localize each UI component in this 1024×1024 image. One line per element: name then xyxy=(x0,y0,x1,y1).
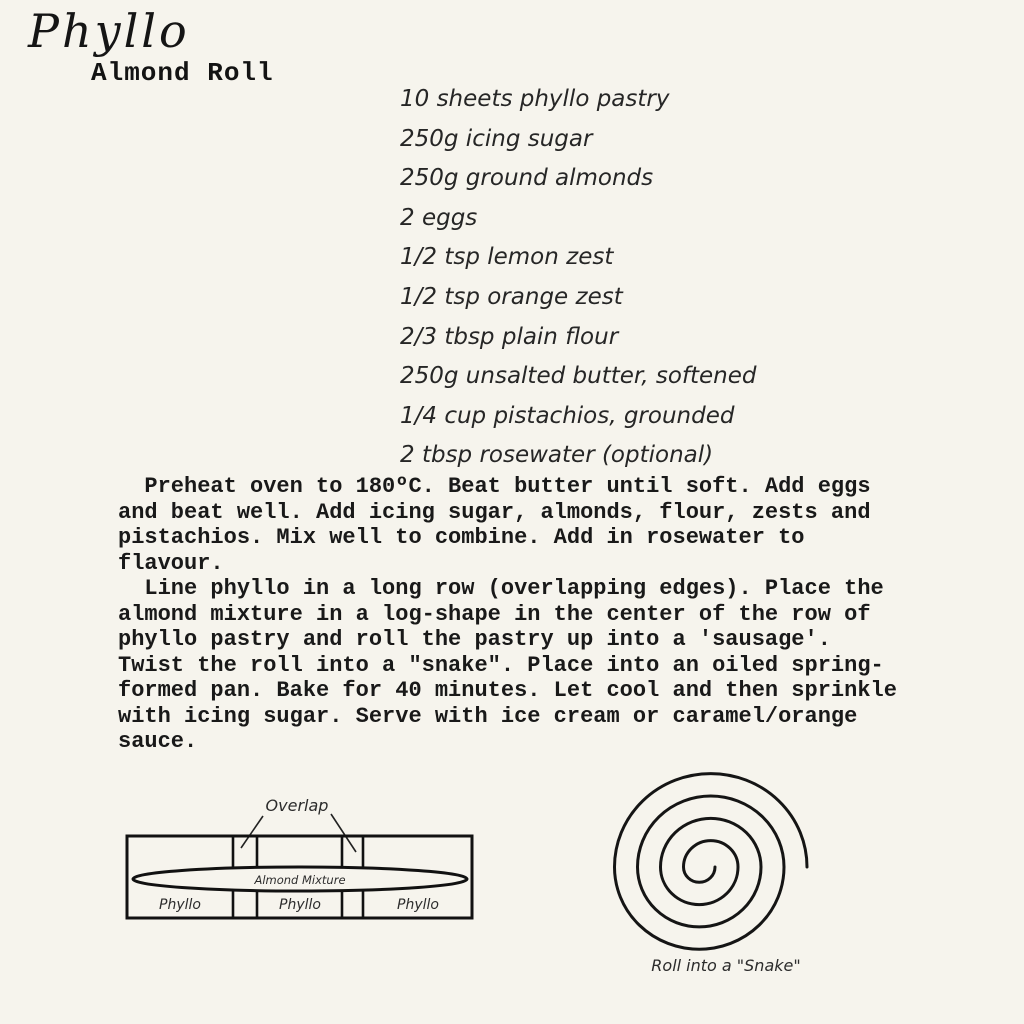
overlap-label: Overlap xyxy=(265,796,329,815)
ingredient-item: 250g icing sugar xyxy=(400,125,593,152)
directions-line: sauce. xyxy=(118,729,198,754)
recipe-title-sub: Almond Roll xyxy=(91,58,274,88)
directions-paragraph-2 xyxy=(118,576,928,755)
phyllo-sheet-label: Phyllo xyxy=(279,897,321,913)
ingredient-item: 10 sheets phyllo pastry xyxy=(400,86,670,112)
phyllo-sheet-label: Phyllo xyxy=(159,897,201,913)
snake-roll-caption: Roll into a "Snake" xyxy=(651,956,801,975)
directions-line: and beat well. Add icing sugar, almonds, flour, zests and xyxy=(118,499,871,525)
recipe-title-script: Phyllo xyxy=(28,4,190,58)
ingredient-item: 1/4 cup pistachios, grounded xyxy=(400,402,735,429)
almond-mixture-label: Almond Mixture xyxy=(254,873,346,887)
snake-roll-diagram xyxy=(600,765,815,970)
ingredient-item: 250g unsalted butter, softened xyxy=(400,363,757,390)
directions-line: pistachios. Mix well to combine. Add in rosewater to xyxy=(118,525,805,550)
spiral-shape xyxy=(615,774,808,950)
ingredient-item: 2 eggs xyxy=(400,204,478,231)
directions-line: Line phyllo in a long row (overlapping edges). Place the xyxy=(118,576,884,601)
ingredient-item: 2 tbsp rosewater (optional) xyxy=(400,442,714,469)
directions-line: phyllo pastry and roll the pastry up into a 'sausage'. xyxy=(118,627,831,652)
ingredient-item: 1/2 tsp orange zest xyxy=(400,283,623,310)
ingredient-item: 2/3 tbsp plain flour xyxy=(400,323,619,350)
directions-line: Preheat oven to 180ºC. Beat butter until soft. Add eggs xyxy=(118,474,871,499)
directions-line: Twist the roll into a "snake". Place into an oiled spring- xyxy=(118,652,884,678)
ingredient-item: 250g ground almonds xyxy=(400,165,654,192)
directions-line: almond mixture in a log-shape in the center of the row of xyxy=(118,601,871,627)
phyllo-sheet-label: Phyllo xyxy=(397,897,439,913)
phyllo-layout-diagram xyxy=(120,780,500,930)
directions-line: formed pan. Bake for 40 minutes. Let cool and then sprinkle xyxy=(118,678,897,703)
ingredient-item: 1/2 tsp lemon zest xyxy=(400,244,614,271)
directions-line: with icing sugar. Serve with ice cream or caramel/orange xyxy=(118,703,858,729)
directions-line: flavour. xyxy=(118,550,224,576)
overlap-pointer-right xyxy=(331,814,356,852)
overlap-pointer-left xyxy=(241,816,263,848)
directions-text xyxy=(118,474,928,755)
directions-paragraph-1 xyxy=(118,474,928,576)
ingredients-list xyxy=(400,80,757,476)
